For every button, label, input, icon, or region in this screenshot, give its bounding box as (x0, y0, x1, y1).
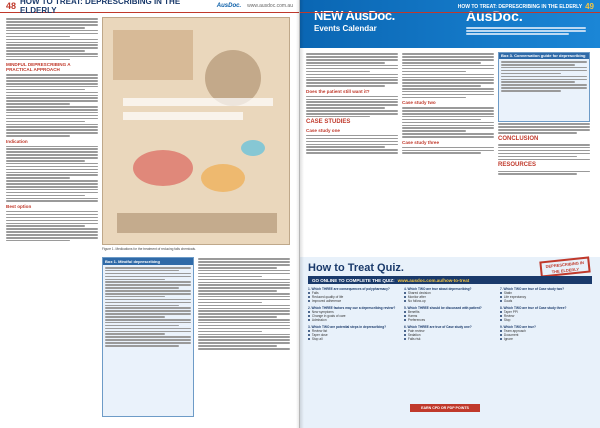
right-subhead-1: Does the patient still want it? (306, 88, 370, 94)
radio-icon[interactable] (308, 292, 310, 294)
right-subhead-4: Case study two (402, 100, 436, 106)
left-running-head: HOW TO TREAT: DEPRESCRIBING IN THE ELDERLY (20, 0, 181, 15)
quiz-col-1 (308, 287, 400, 344)
radio-icon[interactable] (404, 330, 406, 332)
radio-icon[interactable] (404, 311, 406, 313)
quiz-option[interactable]: Sedation (404, 333, 496, 337)
ad-copy-placeholder (466, 26, 586, 36)
right-subhead-3: Case study one (306, 127, 340, 133)
quiz-question: 5. Which THREE should be discussed with patient? Benefits Harms Preferences (404, 306, 496, 322)
left-subhead-2: Indication (6, 138, 28, 144)
left-col-3 (198, 257, 290, 351)
box-3 (498, 52, 590, 122)
right-col-1 (306, 52, 398, 155)
cpd-points-bar[interactable]: EARN CPD OR PDP POINTS (410, 404, 480, 412)
right-page (300, 0, 600, 428)
quiz-option[interactable]: Ignore (500, 337, 592, 341)
radio-icon[interactable] (404, 296, 406, 298)
radio-icon[interactable] (308, 334, 310, 336)
right-columns (306, 52, 594, 252)
radio-icon[interactable] (308, 300, 310, 302)
left-brand: AusDoc. (216, 3, 242, 9)
left-subhead-1: MINDFUL DEPRESCRIBING A PRACTICAL APPROACH (6, 62, 71, 73)
right-subhead-5: Case study three (402, 139, 440, 145)
quiz-option[interactable]: Stop all (308, 337, 400, 341)
radio-icon[interactable] (404, 315, 406, 317)
left-figure-caption: Figure 1. Medications for the treatment of reducing falls chemicals. (102, 247, 196, 251)
quiz-option[interactable]: Statin (500, 291, 592, 295)
quiz-stamp: DEPRESCRIBING IN THE ELDERLY (539, 256, 590, 277)
radio-icon[interactable] (308, 315, 310, 317)
quiz-option[interactable]: New symptoms (308, 310, 400, 314)
box-1 (102, 257, 194, 417)
right-running-head: HOW TO TREAT: DEPRESCRIBING IN THE ELDERLY (457, 3, 583, 10)
radio-icon[interactable] (308, 330, 310, 332)
quiz-title: How to Treat Quiz. (308, 262, 404, 274)
radio-icon[interactable] (500, 296, 502, 298)
quiz-question: 8. Which TWO are true of Case study three? Taper PPI Review Stop (500, 306, 592, 322)
quiz-option[interactable]: Goals (500, 299, 592, 303)
radio-icon[interactable] (500, 311, 502, 313)
quiz-online-bar[interactable] (308, 276, 592, 284)
quiz-col-2 (404, 287, 496, 344)
quiz-option[interactable]: Taper dose (308, 333, 400, 337)
quiz-option[interactable]: Document (500, 333, 592, 337)
radio-icon[interactable] (500, 315, 502, 317)
quiz-option[interactable]: Life expectancy (500, 295, 592, 299)
quiz-questions (308, 287, 592, 421)
figure-illustration-icon (103, 18, 290, 245)
radio-icon[interactable] (500, 292, 502, 294)
resources-heading: RESOURCES (498, 162, 537, 169)
radio-icon[interactable] (404, 300, 406, 302)
quiz-question: 7. Which TWO are true of Case study two? Statin Life expectancy Goals (500, 287, 592, 303)
radio-icon[interactable] (500, 334, 502, 336)
left-col-1 (6, 17, 98, 243)
quiz-question: 6. Which THREE are true of Case study one? Pain review Sedation Falls risk (404, 325, 496, 341)
radio-icon[interactable] (308, 311, 310, 313)
right-col-3 (498, 52, 590, 176)
radio-icon[interactable] (404, 292, 406, 294)
left-issue: www.ausdoc.com.au (247, 3, 293, 9)
quiz-option[interactable]: Reduced quality of life (308, 295, 400, 299)
left-folio (0, 0, 299, 13)
quiz-option[interactable]: Benefits (404, 310, 496, 314)
radio-icon[interactable] (500, 338, 502, 340)
quiz-option[interactable]: Falls risk (404, 337, 496, 341)
quiz-question: 2. Which THREE factors may cue a deprescribing review? New symptoms Change in goals of care Admission (308, 306, 400, 322)
radio-icon[interactable] (500, 300, 502, 302)
quiz-option[interactable]: Stop (500, 318, 592, 322)
radio-icon[interactable] (308, 319, 310, 321)
radio-icon[interactable] (404, 338, 406, 340)
ad-logo-2: AusDoc. (466, 8, 523, 24)
conclusion-heading: CONCLUSION (498, 135, 539, 142)
quiz-bar-label: GO ONLINE TO COMPLETE THE QUIZ: (312, 277, 395, 283)
radio-icon[interactable] (500, 319, 502, 321)
radio-icon[interactable] (308, 296, 310, 298)
quiz-option[interactable]: Admission (308, 318, 400, 322)
quiz-option[interactable]: Change in goals of care (308, 314, 400, 318)
quiz-option[interactable]: Monitor after (404, 295, 496, 299)
quiz-option[interactable]: Team approach (500, 329, 592, 333)
quiz-option[interactable]: Pain review (404, 329, 496, 333)
quiz-option[interactable]: Review list (308, 329, 400, 333)
left-page-number: 48 (6, 1, 17, 11)
quiz-question: 9. Which TWO are true? Team approach Document Ignore (500, 325, 592, 341)
right-page-number: 49 (585, 2, 594, 11)
box-1-title: Box 1. Mindful deprescribing (103, 258, 193, 265)
quiz-option[interactable]: Preferences (404, 318, 496, 322)
quiz-option[interactable]: Falls (308, 291, 400, 295)
box-3-title: Box 3. Conversation guide for deprescribing (499, 53, 589, 59)
radio-icon[interactable] (404, 334, 406, 336)
quiz-question: 3. Which TWO are potential steps in deprescribing? Review list Taper dose Stop all (308, 325, 400, 341)
left-subhead-3: Best option (6, 203, 32, 209)
quiz-option[interactable]: Shared decision (404, 291, 496, 295)
radio-icon[interactable] (404, 319, 406, 321)
quiz-option[interactable]: Improved adherence (308, 299, 400, 303)
quiz-question: 1. Which THREE are consequences of polypharmacy? Falls Reduced quality of life Improved adherence (308, 287, 400, 303)
right-subhead-2: CASE STUDIES (306, 119, 351, 126)
quiz-option[interactable]: Harms (404, 314, 496, 318)
left-figure (102, 17, 290, 245)
radio-icon[interactable] (500, 330, 502, 332)
right-col-2 (402, 52, 494, 155)
quiz-question: 4. Which TWO are true about deprescribing? Shared decision Monitor after No follow-up (404, 287, 496, 303)
radio-icon[interactable] (308, 338, 310, 340)
quiz-option[interactable]: Review (500, 314, 592, 318)
left-columns (6, 17, 293, 422)
right-folio-text (458, 0, 600, 13)
ad-logo-sub: Events Calendar (314, 24, 377, 33)
quiz-option[interactable]: No follow-up (404, 299, 496, 303)
quiz-url-link[interactable]: www.ausdoc.com.au/how-to-treat (397, 277, 470, 283)
quiz-option[interactable]: Taper PPI (500, 310, 592, 314)
ad-logo: NEW AusDoc. (314, 8, 395, 23)
quiz-col-3 (500, 287, 592, 344)
